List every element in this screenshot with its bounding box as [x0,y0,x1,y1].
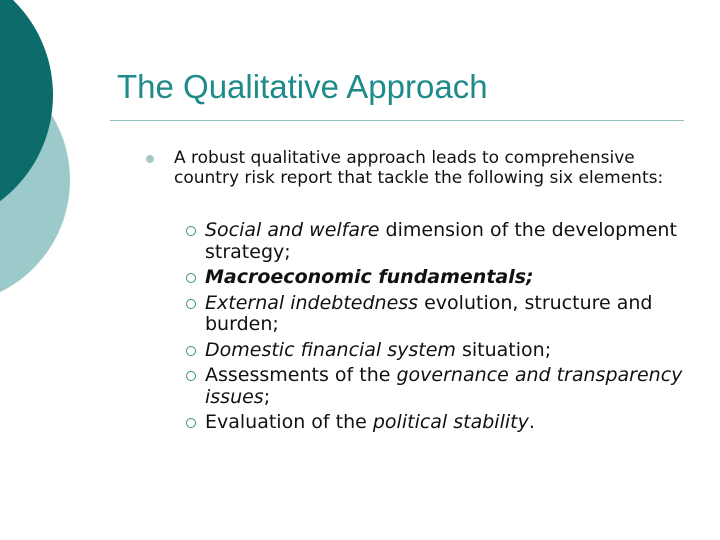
ring-bullet-icon [186,226,196,236]
list-item [186,293,696,336]
list-item-text: Domestic financial system [205,338,456,361]
list-item-text: political stability [372,411,529,433]
list-item-text: governance and transparency issues [205,364,683,408]
ring-bullet-icon [186,418,196,428]
list-item-text: . [528,411,535,433]
ring-bullet-icon [186,299,196,309]
list-item [186,220,696,263]
title-divider [110,120,684,121]
bullet-dot-icon [146,155,154,163]
list-item-text: Social and welfare [205,219,380,241]
slide-title: The Qualitative Approach [117,68,488,105]
list-item-text: evolution, structure and burden; [205,291,653,335]
elements-list [186,220,696,438]
list-item-text: External indebtedness [205,291,419,314]
ring-bullet-icon [186,346,196,356]
list-item [186,340,696,362]
list-item [186,365,696,408]
list-item-text: ; [263,385,271,408]
ring-bullet-icon [186,273,196,283]
ring-bullet-icon [186,371,196,381]
intro-text: A robust qualitative approach leads to comprehensive country risk report that tackle the following six elements: [174,148,664,188]
list-item [186,267,696,289]
decorative-circles [0,0,120,300]
list-item-text: dimension of the development strategy; [205,219,677,263]
list-item-text: situation; [455,338,552,361]
list-item [186,412,696,434]
list-item-text: Evaluation of the [205,411,373,433]
list-item-text: Assessments of the [205,364,397,386]
list-item-text: Macroeconomic fundamentals; [205,266,534,288]
